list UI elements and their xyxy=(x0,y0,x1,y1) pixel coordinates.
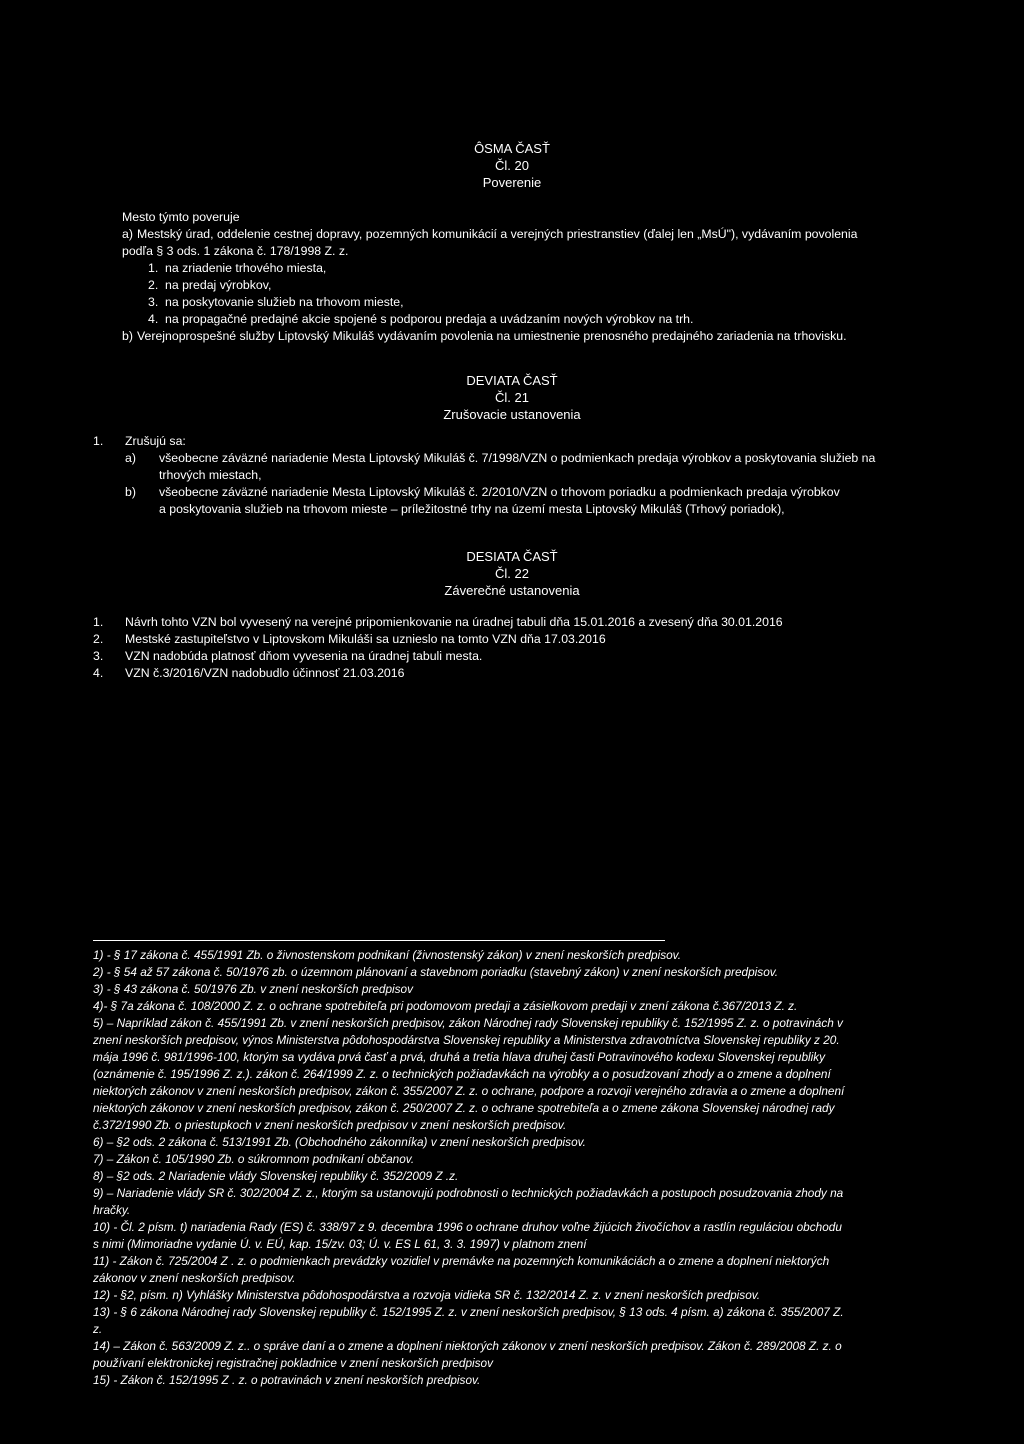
footnote-separator xyxy=(93,940,665,941)
part10-title: DESIATA ČASŤ xyxy=(466,549,558,564)
footnote-line: s nimi (Mimoriadne vydanie Ú. v. EÚ, kap. 15/zv. 03; Ú. v. ES L 61, 3. 3. 1997) v platnom znení xyxy=(93,1237,587,1251)
footnote-line: 4)- § 7a zákona č. 108/2000 Z. z. o ochrane spotrebiteľa pri podomovom predaji a zásielkovom predaji v znení zákona č.367/2013 Z. z. xyxy=(93,999,798,1013)
footnote-line: 14) – Zákon č. 563/2009 Z. z.. o správe daní a o zmene a doplnení niektorých zákonov v znení neskorších predpisov. Zákon č. 289/2008 Z. z. o xyxy=(93,1339,842,1353)
footnote-line: niektorých zákonov v znení neskorších predpisov, zákon č. 250/2007 Z. z. o ochrane spotrebiteľa a o zmene zákona Slovenskej národnej rady xyxy=(93,1101,835,1115)
footnote-line: niektorých zákonov v znení neskorších predpisov, zákon č. 355/2007 Z. z. o ochrane, podpore a rozvoji verejného zdravia a o zmene a doplnení xyxy=(93,1084,845,1098)
footnote-line: č.372/1990 Zb. o priestupkoch v znení neskorších predpisov v znení neskorších predpisov. xyxy=(93,1118,567,1132)
part9-heading-text: Zrušovacie ustanovenia xyxy=(443,407,581,422)
footnote-line: 6) – §2 ods. 2 zákona č. 513/1991 Zb. (Obchodného zákonníka) v znení neskorších predpisov. xyxy=(93,1135,586,1149)
footnote-line: z. xyxy=(93,1322,103,1336)
footnote-line: 13) - § 6 zákona Národnej rady Slovenskej republiky č. 152/1995 Z. z. v znení neskorších predpisov, § 13 ods. 4 písm. a) zákona č. 355/2007 Z. xyxy=(93,1305,844,1319)
part9-heading xyxy=(0,372,1024,423)
document-page: ÔSMA ČASŤ Čl. 20 Poverenie Mesto týmto poveruje a) Mestský úrad, oddelenie cestnej dopravy, pozemných komunikácií a verejných priestranstiev (ďalej len „MsÚ"), vydávaním povolenia podľa § 3 ods. 1 zákona č. 178/1998 Z. z. 1. na zriadenie trhového miesta, 2. na predaj výrobkov, 3. na poskytovanie služieb na trhovom mieste, 4. na propagačné predajné akcie spojené s podporou predaja a uvádzaním nových výrobkov na trh. b) Verejnoprospešné služby Liptovský Mikuláš vydávaním povolenia na umiestnenie prenosného predajného zariadenia na trhovisku. DEVIATA ČASŤ Čl. 21 Zrušovacie ustanovenia 1. Zrušujú sa: a) všeobecne záväzné nariadenie Mesta Liptovský Mikuláš č. 7/1998/VZN o podmienkach predaja výrobkov a poskytovania služieb na trhových miestach, b) všeobecne záväzné nariadenie Mesta Liptovský Mikuláš č. 2/2010/VZN o trhovom poriadku a podmienkach predaja výrobkov a poskytovania služieb na trhovom mieste – príležitostné trhy na území mesta Liptovský Mikuláš (Trhový poriadok), DESIATA ČASŤ Čl. 22 Záverečné ustanovenia 1. Návrh tohto VZN bol vyvesený na verejné pripomienkovanie na úradnej tabuli dňa 15.01.2016 a zvesený dňa 30.01.2016 2. Mestské zastupiteľstvo v Liptovskom Mikuláši sa uznieslo na tomto VZN dňa 17.03.2016 3. VZN nadobúda platnosť dňom vyvesenia na úradnej tabuli mesta. 4. VZN č.3/2016/VZN nadobudlo účinnosť 21.03.2016 1) - § 17 zákona č. 455/1991 Zb. o živnostenskom podnikaní (živnostenský zákon) v znení neskorších predpisov. 2) - § 54 až 57 zákona č. 50/1976 zb. o územnom plánovaní a stavebnom poriadku (stavebný zákon) v znení neskorších predpisov. 3) - § 43 zákona č. 50/1976 Zb. v znení neskorších predpisov 4)- § 7a zákona č. 108/2000 Z. z. o ochrane spotrebiteľa pri podomovom predaji a zásielkovom predaji v znení zákona č.367/2013 Z. z. 5) – Napríklad zákon č. 455/1991 Zb. v znení neskorších predpisov, zákon Národnej rady Slovenskej republiky č. 152/1995 Z. z. o potravinách v znení neskorších predpisov, výnos Ministerstva pôdohospodárstva Slovenskej republiky a Ministerstva zdravotníctva Slovenskej republiky z 20. mája 1996 č. 981/1996-100, ktorým sa vydáva prvá časť a prvá, druhá a tretia hlava druhej časti Potravinového kodexu Slovenskej republiky (oznámenie č. 195/1996 Z. z.). zákon č. 264/1999 Z. z. o technických požiadavkách na výrobky a o posudzovaní zhody a o zmene a doplnení niektorých zákonov v znení neskorších predpisov, zákon č. 355/2007 Z. z. o ochrane, podpore a rozvoji verejného zdravia a o zmene a doplnení niektorých zákonov v znení neskorších predpisov, zákon č. 250/2007 Z. z. o ochrane spotrebiteľa a o zmene zákona Slovenskej národnej rady č.372/1990 Zb. o priestupkoch v znení neskorších predpisov v znení neskorších predpisov. 6) – §2 ods. 2 zákona č. 513/1991 Zb. (Obchodného zákonníka) v znení neskorších predpisov. 7) – Zákon č. 105/1990 Zb. o súkromnom podnikaní občanov. 8) – §2 ods. 2 Nariadenie vlády Slovenskej republiky č. 352/2009 Z .z. 9) – Nariadenie vlády SR č. 302/2004 Z. z., ktorým sa ustanovujú podrobnosti o technických požiadavkách a postupoch posudzovania zhody na hračky. 10) - Čl. 2 písm. t) nariadenia Rady (ES) č. 338/97 z 9. decembra 1996 o ochrane druhov voľne žijúcich živočíchov a rastlín reguláciou obchodu s nimi (Mimoriadne vydanie Ú. v. EÚ, kap. 15/zv. 03; Ú. v. ES L 61, 3. 3. 1997) v platnom znení 11) - Zákon č. 725/2004 Z . z. o podmienkach prevádzky vozidiel v premávke na pozemných komunikáciách a o zmene a doplnení niektorých zákonov v znení neskorších predpisov. 12) - §2, písm. n) Vyhlášky Ministerstva pôdohospodárstva a rozvoja vidieka SR č. 132/2014 Z. z. v znení neskorších predpisov. 13) - § 6 zákona Národnej rady Slovenskej republiky č. 152/1995 Z. z. v znení neskorších predpisov, § 13 ods. 4 písm. a) zákona č. 355/2007 Z. z. 14) – Zákon č. 563/2009 Z. z.. o správe daní a o zmene a doplnení niektorých zákonov v znení neskorších predpisov. Zákon č. 289/2008 Z. z. o používaní elektronickej registračnej pokladnice v znení neskorších predpisov 15) - Zákon č. 152/1995 Z . z. o potravinách v znení neskorších predpisov. xyxy=(0,0,1024,1444)
footnote-line: 10) - Čl. 2 písm. t) nariadenia Rady (ES) č. 338/97 z 9. decembra 1996 o ochrane druhov voľne žijúcich živočíchov a rastlín reguláciou obchodu xyxy=(93,1220,842,1234)
footnote-line: 15) - Zákon č. 152/1995 Z . z. o potravinách v znení neskorších predpisov. xyxy=(93,1373,481,1387)
part10-heading xyxy=(0,548,1024,599)
footnote-line: 9) – Nariadenie vlády SR č. 302/2004 Z. z., ktorým sa ustanovujú podrobnosti o technických požiadavkách a postupoch posudzovania zhody na xyxy=(93,1186,844,1200)
part10-article: Čl. 22 xyxy=(495,566,529,581)
footnote-line: používaní elektronickej registračnej pokladnice v znení neskorších predpisov xyxy=(93,1356,493,1370)
part8-heading-text: Poverenie xyxy=(482,175,542,190)
part9-title: DEVIATA ČASŤ xyxy=(466,373,558,388)
part9-article: Čl. 21 xyxy=(495,390,529,405)
footnote-line: zákonov v znení neskorších predpisov. xyxy=(93,1271,296,1285)
footnote-line: 11) - Zákon č. 725/2004 Z . z. o podmienkach prevádzky vozidiel v premávke na pozemných komunikáciách a o zmene a doplnení niektorých xyxy=(93,1254,830,1268)
footnote-line: 2) - § 54 až 57 zákona č. 50/1976 zb. o územnom plánovaní a stavebnom poriadku (stavebný zákon) v znení neskorších predpisov. xyxy=(93,965,779,979)
part8-title: ÔSMA ČASŤ xyxy=(474,141,550,156)
footnote-line: mája 1996 č. 981/1996-100, ktorým sa vydáva prvá časť a prvá, druhá a tretia hlava druhej časti Potravinového kodexu Slovenskej republiky xyxy=(93,1050,826,1064)
footnote-line: 8) – §2 ods. 2 Nariadenie vlády Slovenskej republiky č. 352/2009 Z .z. xyxy=(93,1169,459,1183)
part8-heading xyxy=(0,140,1024,191)
footnotes xyxy=(93,947,973,1389)
footnote-line: hračky. xyxy=(93,1203,131,1217)
footnote-line: 12) - §2, písm. n) Vyhlášky Ministerstva pôdohospodárstva a rozvoja vidieka SR č. 132/2014 Z. z. v znení neskorších predpisov. xyxy=(93,1288,761,1302)
footnote-line: 5) – Napríklad zákon č. 455/1991 Zb. v znení neskorších predpisov, zákon Národnej rady Slovenskej republiky č. 152/1995 Z. z. o potravinách v xyxy=(93,1016,843,1030)
footnote-line: 7) – Zákon č. 105/1990 Zb. o súkromnom podnikaní občanov. xyxy=(93,1152,415,1166)
part8-article: Čl. 20 xyxy=(495,158,529,173)
footnote-line: 3) - § 43 zákona č. 50/1976 Zb. v znení neskorších predpisov xyxy=(93,982,414,996)
part10-heading-text: Záverečné ustanovenia xyxy=(444,583,580,598)
footnote-line: znení neskorších predpisov, výnos Ministerstva pôdohospodárstva Slovenskej republiky a Ministerstva zdravotníctva Slovenskej republiky z 20. xyxy=(93,1033,840,1047)
footnote-line: (oznámenie č. 195/1996 Z. z.). zákon č. 264/1999 Z. z. o technických požiadavkách na výrobky a o posudzovaní zhody a o zmene a doplnení xyxy=(93,1067,831,1081)
footnote-line: 1) - § 17 zákona č. 455/1991 Zb. o živnostenskom podnikaní (živnostenský zákon) v znení neskorších predpisov. xyxy=(93,948,681,962)
